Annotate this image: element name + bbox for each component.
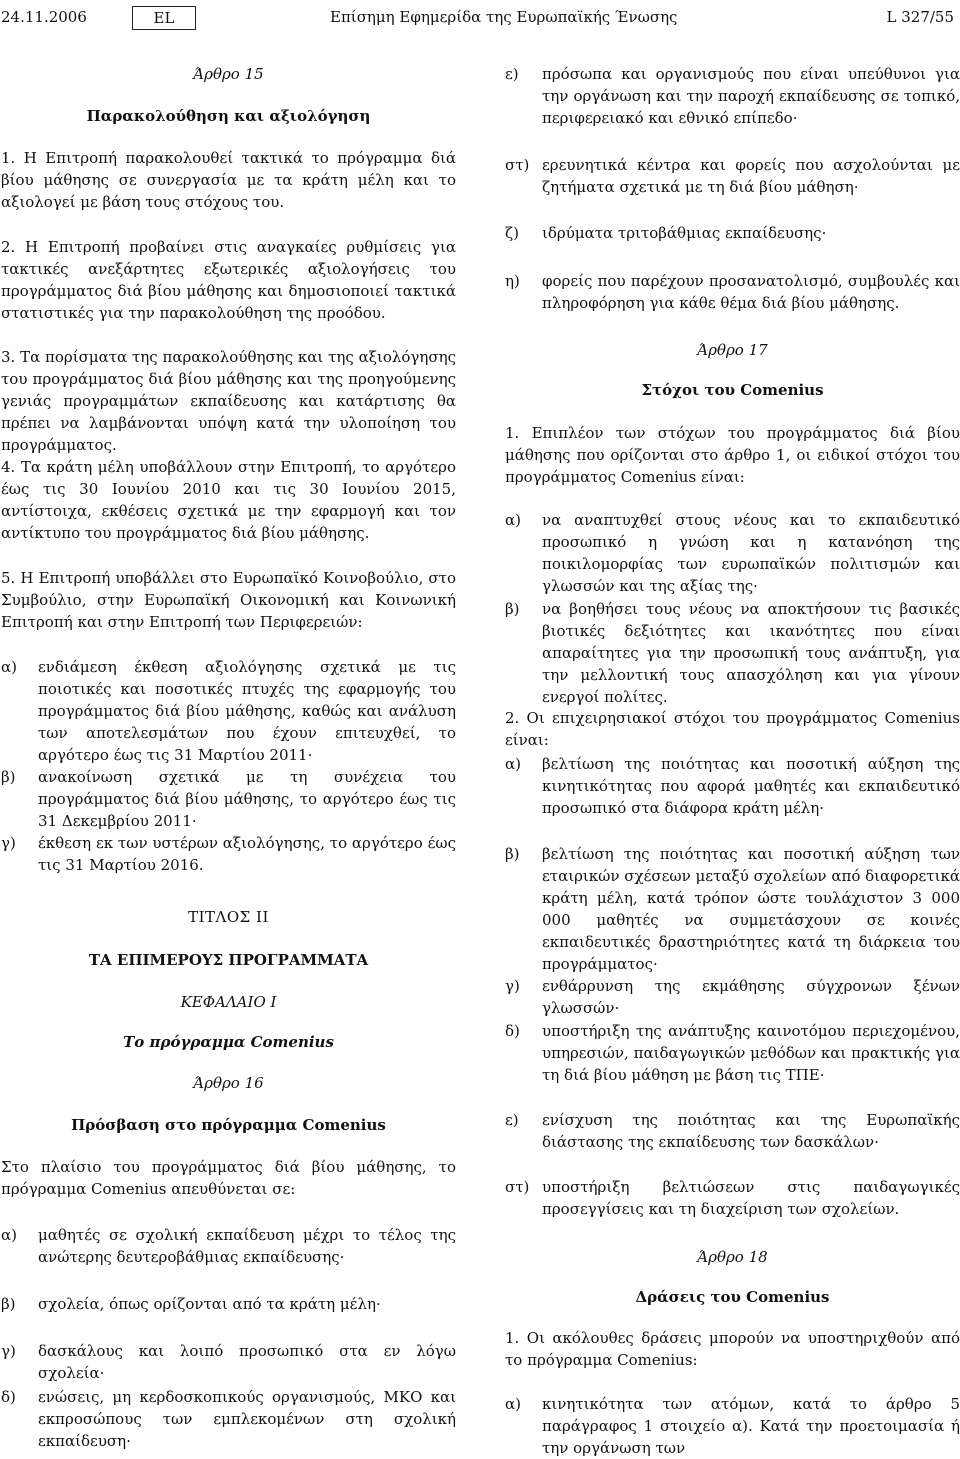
article-18-paragraph-1: 1. Οι ακόλουθες δράσεις μπορούν να υποστηριχθούν από το πρόγραμμα Comenius: (505, 1329, 960, 1369)
title-number: ΤΙΤΛΟΣ II (188, 908, 269, 926)
list-item-label: β) (1, 1295, 16, 1313)
list-item-text: κινητικότητα των ατόμων, κατά το άρθρο 5 παράγραφος 1 στοιχείο α). Κατά την προετοιμασία ή την οργάνωση των (542, 1395, 960, 1457)
article-16-heading: Άρθρο 16 (193, 1074, 264, 1092)
chapter-number: ΚΕΦΑΛΑΙΟ I (180, 993, 277, 1011)
article-15-paragraph-1: 1. Η Επιτροπή παρακολουθεί τακτικά το πρόγραμμα διά βίου μάθησης σε συνεργασία με τα κράτη μέλη και το αξιολογεί με βάση τους στόχους του. (1, 149, 456, 211)
article-15-heading: Άρθρο 15 (193, 65, 264, 83)
page-reference: L 327/55 (886, 8, 954, 26)
list-item-label: α) (505, 755, 521, 773)
list-item-text: υποστήριξη βελτιώσεων στις παιδαγωγικές προσεγγίσεις και τη διαχείριση των σχολείων. (542, 1178, 960, 1218)
list-item-label: ε) (505, 1111, 519, 1129)
list-item-label: α) (1, 658, 17, 676)
list-item-text: υποστήριξη της ανάπτυξης καινοτόμου περιεχομένου, υπηρεσιών, παιδαγωγικών μεθόδων και πρακτικής για τη διά βίου μάθηση με βάση τις ΤΠΕ· (542, 1022, 960, 1084)
list-item-text: ενίσχυση της ποιότητας και της Ευρωπαϊκής διάστασης της εκπαίδευσης των δασκάλων· (542, 1111, 960, 1151)
list-item-label: γ) (1, 834, 16, 852)
article-17-paragraph-2: 2. Οι επιχειρησιακοί στόχοι του προγράμματος Comenius είναι: (505, 709, 960, 749)
chapter-name: Το πρόγραμμα Comenius (123, 1033, 334, 1051)
list-item-text: να βοηθήσει τους νέους να αποκτήσουν τις βασικές βιοτικές δεξιότητες και ικανότητες που είναι απαραίτητες για την προσωπική τους ανάπτυξη, για την μελλοντική τους απασχόληση και για γίνουν ενεργοί πολίτες. (542, 600, 960, 706)
list-item-label: δ) (1, 1388, 16, 1406)
list-item-text: δασκάλους και λοιπό προσωπικό στα εν λόγω σχολεία· (38, 1342, 456, 1382)
list-item-text: ενδιάμεση έκθεση αξιολόγησης σχετικά με τις ποιοτικές και ποσοτικές πτυχές της εφαρμογής του προγράμματος διά βίου μάθησης, καθώς και ανάλυση των αποτελεσμάτων που έχουν επιτευχθεί, το αργότερο έως τις 31 Μαρτίου 2011· (38, 658, 456, 764)
title-name: ΤΑ ΕΠΙΜΕΡΟΥΣ ΠΡΟΓΡΑΜΜΑΤΑ (88, 951, 369, 969)
list-item-text: μαθητές σε σχολική εκπαίδευση μέχρι το τέλος της ανώτερης δευτεροβάθμιας εκπαίδευσης· (38, 1226, 456, 1266)
article-18-title: Δράσεις του Comenius (635, 1288, 830, 1306)
list-item-text: ανακοίνωση σχετικά με τη συνέχεια του προγράμματος διά βίου μάθησης, το αργότερο έως τις 31 Δεκεμβρίου 2011· (38, 768, 456, 830)
list-item-label: α) (505, 1395, 521, 1413)
list-item-text: έκθεση εκ των υστέρων αξιολόγησης, το αργότερο έως τις 31 Μαρτίου 2016. (38, 834, 456, 874)
list-item-label: α) (505, 511, 521, 529)
article-15-title: Παρακολούθηση και αξιολόγηση (86, 107, 371, 125)
list-item-label: στ) (505, 156, 530, 174)
article-15-paragraph-3: 3. Τα πορίσματα της παρακολούθησης και της αξιολόγησης του προγράμματος διά βίου μάθησης και της προηγούμενης γενιάς προγραμμάτων εκπαίδευσης και κατάρτισης θα πρέπει να λαμβάνονται υπόψη κατά την υλοποίηση του προγράμματος. (1, 348, 456, 454)
article-17-heading: Άρθρο 17 (697, 341, 768, 359)
list-item-text: να αναπτυχθεί στους νέους και το εκπαιδευτικό προσωπικό η γνώση και η κατανόηση της ποικιλομορφίας των ευρωπαϊκών πολιτισμών και γλωσσών και της αξίας της· (542, 511, 960, 595)
article-15-paragraph-5: 5. Η Επιτροπή υποβάλλει στο Ευρωπαϊκό Κοινοβούλιο, στο Συμβούλιο, στην Ευρωπαϊκή Οικονομική και Κοινωνική Επιτροπή και στην Επιτροπή των Περιφερειών: (1, 569, 456, 631)
article-15-paragraph-4: 4. Τα κράτη μέλη υποβάλλουν στην Επιτροπή, το αργότερο έως τις 30 Ιουνίου 2010 και τις 30 Ιουνίου 2015, αντίστοιχα, εκθέσεις σχετικά με την εφαρμογή και τον αντίκτυπο του προγράμματος διά βίου μάθησης. (1, 458, 456, 542)
article-16-title: Πρόσβαση στο πρόγραμμα Comenius (71, 1116, 386, 1134)
list-item-label: β) (505, 600, 520, 618)
list-item-label: δ) (505, 1022, 520, 1040)
list-item-label: β) (1, 768, 16, 786)
list-item-text: σχολεία, όπως ορίζονται από τα κράτη μέλη· (38, 1295, 381, 1313)
list-item-text: ιδρύματα τριτοβάθμιας εκπαίδευσης· (542, 224, 827, 242)
publication-date: 24.11.2006 (1, 8, 87, 26)
list-item-label: ζ) (505, 224, 519, 242)
journal-title: Επίσημη Εφημερίδα της Ευρωπαϊκής Ένωσης (330, 8, 678, 26)
list-item-label: ε) (505, 65, 519, 83)
list-item-label: στ) (505, 1178, 530, 1196)
list-item-text: βελτίωση της ποιότητας και ποσοτική αύξηση της κινητικότητας που αφορά μαθητές και εκπαιδευτικό προσωπικό στα διάφορα κράτη μέλη· (542, 755, 960, 817)
language-code-box: EL (132, 6, 196, 30)
list-item-text: φορείς που παρέχουν προσανατολισμό, συμβουλές και πληροφόρηση για κάθε θέμα διά βίου μάθησης. (542, 272, 960, 312)
list-item-text: ενώσεις, μη κερδοσκοπικούς οργανισμούς, ΜΚΟ και εκπροσώπους των εμπλεκομένων στη σχολική εκπαίδευση· (38, 1388, 456, 1450)
list-item-text: ερευνητικά κέντρα και φορείς που ασχολούνται με ζητήματα σχετικά με τη διά βίου μάθηση· (542, 156, 960, 196)
page-header (0, 3, 960, 31)
article-17-title: Στόχοι του Comenius (641, 381, 824, 399)
list-item-label: α) (1, 1226, 17, 1244)
article-15-paragraph-2: 2. Η Επιτροπή προβαίνει στις αναγκαίες ρυθμίσεις για τακτικές ανεξάρτητες εξωτερικές αξιολογήσεις του προγράμματος διά βίου μάθησης και δημοσιοποιεί τακτικά στατιστικές για την παρακολούθηση της προόδου. (1, 238, 456, 322)
list-item-label: γ) (1, 1342, 16, 1360)
list-item-label: γ) (505, 977, 520, 995)
article-17-paragraph-1: 1. Επιπλέον των στόχων του προγράμματος διά βίου μάθησης που ορίζονται στο άρθρο 1, οι ειδικοί στόχοι του προγράμματος Comenius είναι: (505, 424, 960, 486)
article-16-intro: Στο πλαίσιο του προγράμματος διά βίου μάθησης, το πρόγραμμα Comenius απευθύνεται σε: (1, 1158, 456, 1198)
list-item-text: ενθάρρυνση της εκμάθησης σύγχρονων ξένων γλωσσών· (542, 977, 960, 1017)
list-item-label: η) (505, 272, 520, 290)
article-18-heading: Άρθρο 18 (697, 1248, 768, 1266)
list-item-label: β) (505, 845, 520, 863)
list-item-text: βελτίωση της ποιότητας και ποσοτική αύξηση των εταιρικών σχέσεων μεταξύ σχολείων από διαφορετικά κράτη μέλη, κατά τρόπον ώστε τουλάχιστον 3 000 000 μαθητές να συμμετάσχουν σε κοινές εκπαιδευτικές δραστηριότητες κατά τη διάρκεια του προγράμματος· (542, 845, 960, 973)
list-item-text: πρόσωπα και οργανισμούς που είναι υπεύθυνοι για την οργάνωση και την παροχή εκπαίδευσης σε τοπικό, περιφερειακό και εθνικό επίπεδο· (542, 65, 960, 127)
